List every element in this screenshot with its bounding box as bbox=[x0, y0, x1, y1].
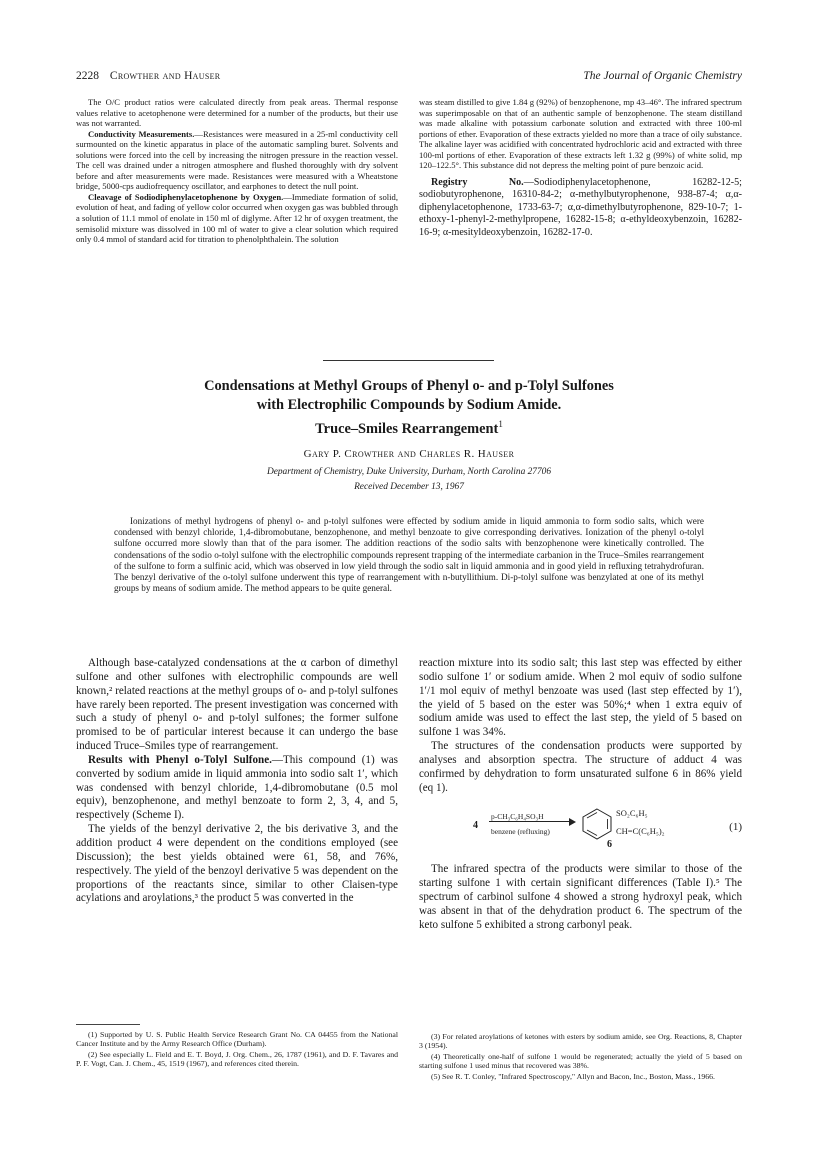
benzene-ring-structure bbox=[579, 807, 615, 841]
paragraph-text: —Immediate formation of solid, evolution of heat, and fading of yellow color occurred when oxygen gas was bubbled through a solution of 11.1 mmol of enolate in 150 ml of diglyme. After 12 hr of oxygen treatment, the semisolid mixture was dissolved in 100 ml of water to give a clear solution which required only 0.4 mmol of standard acid for titration to phenolphthalein. The solution bbox=[76, 191, 398, 245]
footnote: (5) See R. T. Conley, "Infrared Spectroscopy," Allyn and Bacon, Inc., Boston, Mass., 1966. bbox=[431, 1071, 715, 1081]
body-left-column bbox=[76, 657, 398, 906]
reaction-arrowhead bbox=[569, 818, 576, 826]
page-number: 2228 bbox=[76, 70, 99, 82]
paragraph-text: —This compound (1) was converted by sodium amide in liquid ammonia into sodio salt 1′, which was condensed with benzyl chloride, 1,4-dibromobutane (0.5 mol equiv), benzophenone, and methyl benzoate to form 2, 3, 4, and 5, respectively (Scheme I). bbox=[76, 753, 398, 822]
authors-text: Gary P. Crowther and Charles R. Hauser bbox=[303, 447, 515, 460]
product-number: 6 bbox=[607, 839, 612, 851]
article-title-block bbox=[76, 377, 742, 492]
footnotes-right bbox=[419, 1032, 742, 1082]
body-right-column bbox=[419, 657, 742, 933]
footnote: (3) For related aroylations of ketones with esters by sodium amide, see Org. Reactions, 8, Chapter 3 (1954). bbox=[419, 1032, 742, 1051]
paragraph: reaction mixture into its sodio salt; this last step was effected by either sodio sulfone 1′ or sodium amide. When 2 mol equiv of sodio sulfone 1′/1 mol equiv of methyl benzoate was used (last step effected by 1′), the yield of 5 based on the ester was 50%;⁴ when 1 extra equiv of sodium amide was used to effect the last step, the yield of 5 based on sulfone 1 was 34%. bbox=[419, 657, 742, 739]
paragraph: The infrared spectra of the products were similar to those of the starting sulfone 1 with certain significant differences (Table I).⁵ The spectrum of carbinol sulfone 4 showed a strong hydroxyl peak, which was absent in that of the dehydration product 6. The spectrum of the keto sulfone 5 exhibited a strong carbonyl peak. bbox=[419, 863, 742, 931]
sulfonyl-substituent: SO₂C₆H₅ bbox=[616, 808, 648, 819]
article-title-line-3 bbox=[76, 415, 742, 439]
previous-article-left-column bbox=[76, 97, 398, 245]
abstract: Ionizations of methyl hydrogens of phenyl o- and p-tolyl sulfones were effected by sodium amide in liquid ammonia to form sodio salts, which were condensed with benzyl chloride, 1,4-dibromobutane, benzophenone, and methyl benzoate to give corresponding derivatives. Ionization of the phenyl o-tolyl sulfone occurred more slowly than that of the para isomer. The addition reactions of the sodio salts with benzophenone were kinetically controlled. The condensations of the sodio o-tolyl sulfone with the electrophilic compounds represent trapping of the intermediate carbanion in the Truce–Smiles rearrangement of the sulfone to form a sulfinic acid, which was observed in low yield through the sodio salt in liquid ammonia and in good yield in refluxing tetrahydrofuran. The benzyl derivative of the o-tolyl sulfone underwent this type of rearrangement with n-butyllithium. Di-p-tolyl sulfone was benzylated at one of its methyl groups by means of sodium amide. The method appears to be quite general. bbox=[114, 516, 704, 594]
title-footnote-mark: 1 bbox=[498, 419, 503, 429]
paragraph: The O/C product ratios were calculated directly from peak areas. Thermal response values relative to acetophenone were determined for a number of the products, but their use was not warranted. bbox=[76, 97, 398, 129]
running-head-left bbox=[76, 70, 220, 82]
paragraph: was steam distilled to give 1.84 g (92%) of benzophenone, mp 43–46°. The infrared spectrum was superimposable on that of an authentic sample of benzophenone. The steam distilland was made alkaline with potassium carbonate solution and extracted with three 100-ml portions of ether. Evaporation of these extracts yielded no more than a trace of oily substance. The alkaline layer was acidified with concentrated hydrochloric acid and extracted with three 100-ml portions of ether. Evaporation of these extracts left 1.32 g (99%) of white solid, mp 120–122.5°. This substance did not depress the melting point of pure benzoic acid. bbox=[419, 97, 742, 171]
vinyl-substituent: CH=C(C₆H₅)₂ bbox=[616, 826, 665, 837]
footnote: (1) Supported by U. S. Public Health Service Research Grant No. CA 04455 from the National Cancer Institute and by the Army Research Office (Durham). bbox=[76, 1030, 398, 1049]
reaction-arrow bbox=[489, 821, 573, 822]
run-in-heading: Cleavage of Sodiodiphenylacetophenone by Oxygen. bbox=[88, 191, 284, 202]
reactant-number: 4 bbox=[473, 820, 478, 832]
paragraph bbox=[76, 129, 398, 192]
paragraph-text: —Resistances were measured in a 25-ml conductivity cell surmounted on the kinetic apparatus in place of the automatic sampling buret. Solvents and solutions were forced into the cell by increasing the nitrogen pressure in the reaction vessel. The cell was drained under a nitrogen atmosphere and flushed thoroughly with dry solvent before and after measurements were made. Resistances were measured with a Wheatstone bridge, 5000-cps audiofrequency oscillator, and earphones to detect the null point. bbox=[76, 128, 399, 192]
paragraph: The structures of the condensation products were supported by analyses and absorption spectra. The structure of adduct 4 was confirmed by dehydration to form unsaturated sulfone 6 in 86% yield (eq 1). bbox=[419, 740, 742, 794]
title-text: Truce–Smiles Rearrangement bbox=[315, 420, 499, 437]
reagent-label: p-CH₃C₆H₄SO₃H bbox=[491, 812, 544, 822]
footnote-rule bbox=[76, 1024, 140, 1025]
equation-1 bbox=[419, 805, 742, 851]
article-title-line-1: Condensations at Methyl Groups of Phenyl o- and p-Tolyl Sulfones bbox=[204, 378, 614, 394]
footnote: (4) Theoretically one-half of sulfone 1 would be regenerated; actually the yield of 5 based on starting sulfone 1 used minus that recovered was 38%. bbox=[419, 1051, 742, 1071]
author-affiliation: Department of Chemistry, Duke University, Durham, North Carolina 27706 bbox=[266, 466, 552, 477]
run-in-heading: Conductivity Measurements. bbox=[88, 128, 195, 139]
running-head-authors: Crowther and Hauser bbox=[109, 70, 221, 82]
article-title-line-2: with Electrophilic Compounds by Sodium Amide. bbox=[256, 397, 562, 413]
article-separator-rule bbox=[323, 360, 494, 361]
paragraph bbox=[76, 754, 398, 823]
running-head bbox=[76, 70, 742, 86]
article-authors bbox=[76, 448, 742, 460]
equation-number: (1) bbox=[729, 821, 742, 834]
section-heading: Results with Phenyl o-Tolyl Sulfone. bbox=[88, 753, 272, 766]
footnotes-left bbox=[76, 1024, 398, 1070]
registry-text: —Sodiodiphenylacetophenone, 16282-12-5; sodiobutyrophenone, 16310-84-2; α-methylbutyrophenone, 938-87-4; α,α-diphenylacetophenone, 1733-63-7; α,α-dimethylbutyrophenone, 829-10-7; 1-ethoxy-1-phenyl-2-methylpropene, 16282-15-8; α-ethyldeoxybenzoin, 16282-16-9; α-mesityldeoxybenzoin, 16282-17-0. bbox=[419, 176, 742, 238]
footnote: (2) See especially L. Field and E. T. Boyd, J. Org. Chem., 26, 1787 (1961), and D. F. Tavares and P. F. Vogt, Can. J. Chem., 45, 1519 (1967), and references cited therein. bbox=[76, 1049, 398, 1069]
previous-article-right-column bbox=[419, 97, 742, 239]
run-in-heading: Registry No. bbox=[431, 176, 524, 188]
paragraph: The yields of the benzyl derivative 2, the bis derivative 3, and the addition product 4 were dependent on the conditions employed (see Discussion); the best yields obtained were 61, 58, and 76%, respectively. The yield of the benzoyl derivative 5 was dependent on the proportions of the reactants since, similar to other Claisen-type acylations and aroylations,³ the product 5 was converted in the bbox=[76, 823, 398, 905]
registry-numbers bbox=[419, 177, 742, 240]
received-date: Received December 13, 1967 bbox=[354, 481, 464, 492]
condition-label: benzene (refluxing) bbox=[491, 827, 550, 837]
paragraph bbox=[76, 192, 398, 245]
journal-name: The Journal of Organic Chemistry bbox=[583, 70, 742, 82]
paragraph: Although base-catalyzed condensations at the α carbon of dimethyl sulfone and other sulfones with electrophilic compounds are well known,² related reactions at the methyl groups of o- and p-tolyl sulfones have rarely been reported. The present investigation was concerned with such a study of phenyl o- and p-tolyl sulfones; the former sulfone promised to be of particular interest because it can undergo the base induced Truce–Smiles type of rearrangement. bbox=[76, 657, 398, 753]
